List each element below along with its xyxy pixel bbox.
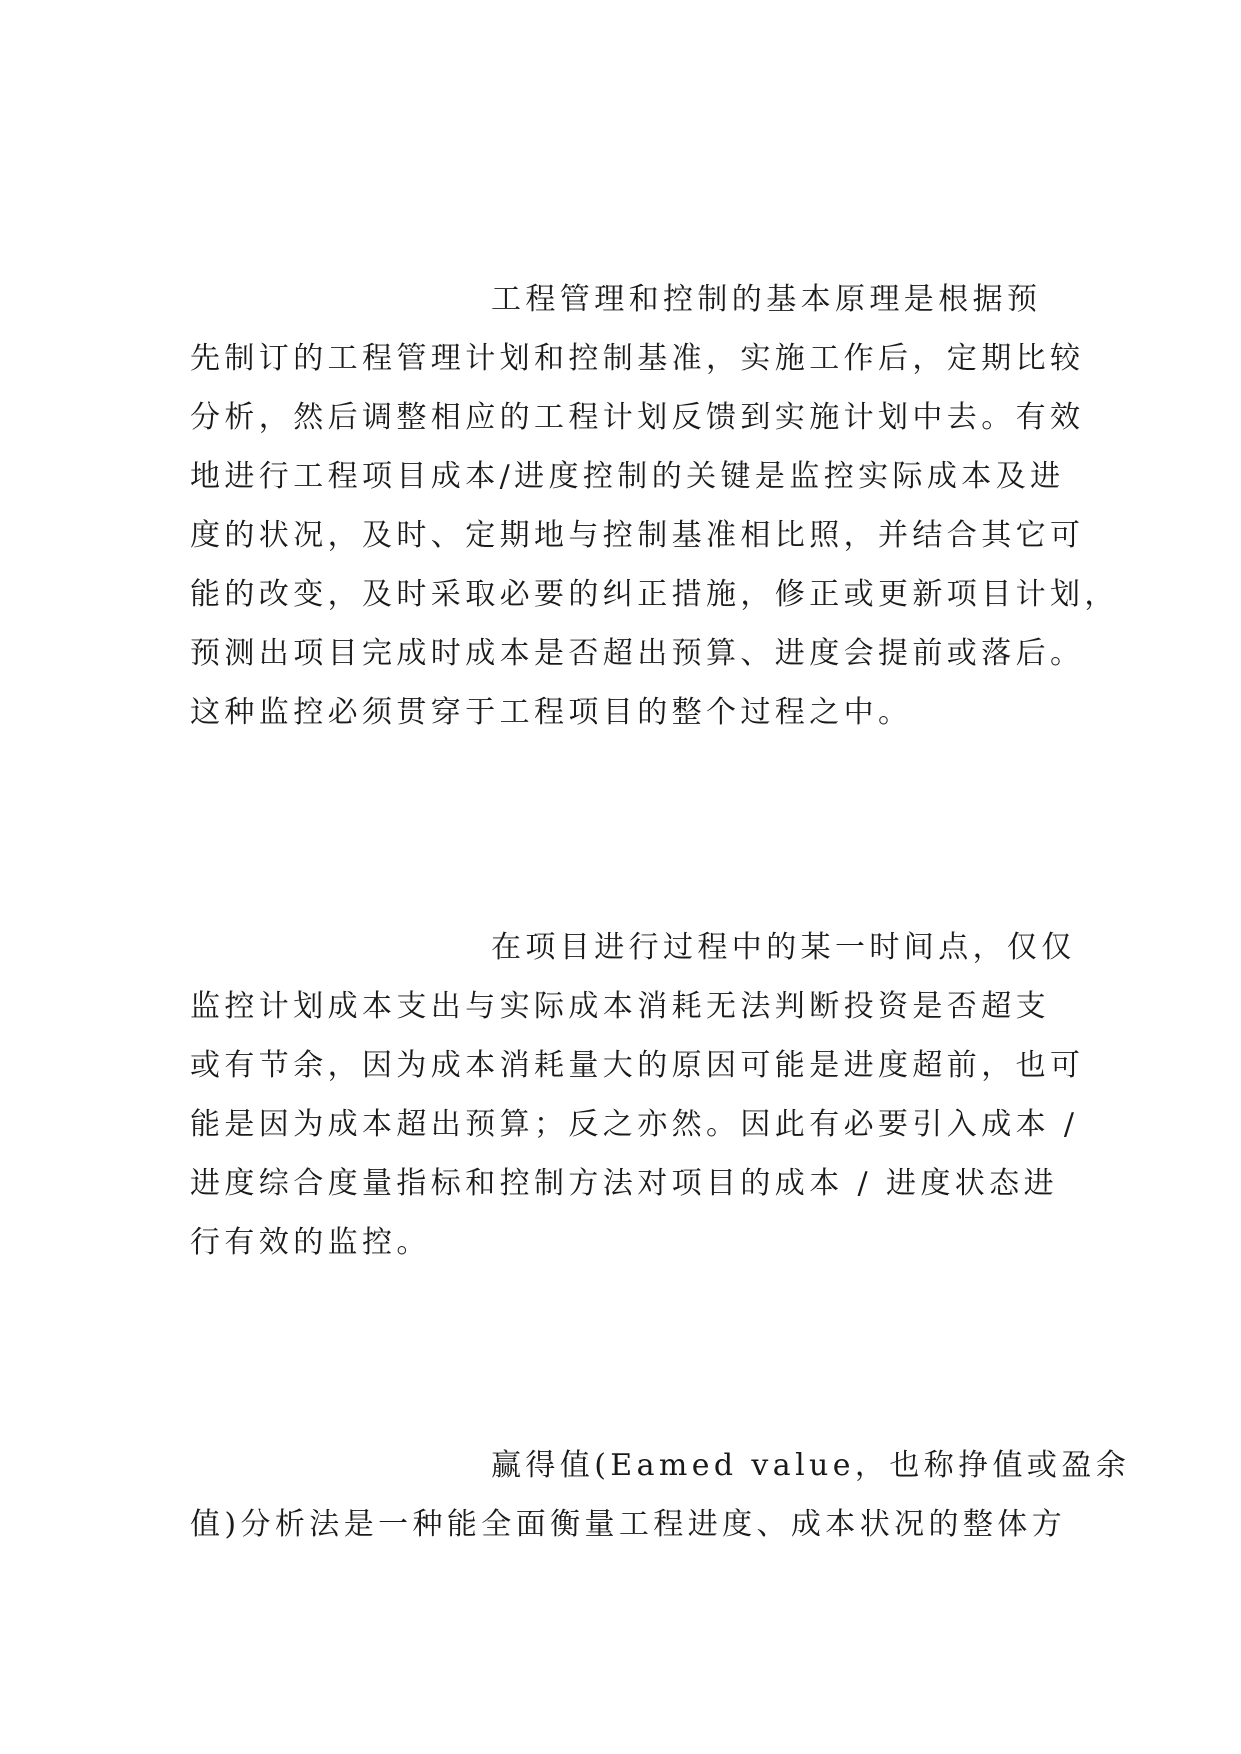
paragraph-control-principle xyxy=(190,270,1119,742)
paragraph-line: 行有效的监控。 xyxy=(190,1225,431,1260)
paragraph-line: 能的改变，及时采取必要的纠正措施，修正或更新项目计划， xyxy=(190,577,1119,612)
paragraph-line: 监控计划成本支出与实际成本消耗无法判断投资是否超支 xyxy=(190,989,1050,1024)
paragraph-line: 这种监控必须贯穿于工程项目的整个过程之中。 xyxy=(190,695,913,730)
paragraph-line: 工程管理和控制的基本原理是根据预 xyxy=(491,282,1042,317)
paragraph-line: 度的状况，及时、定期地与控制基准相比照，并结合其它可 xyxy=(190,518,1085,553)
paragraph-earned-value xyxy=(190,1436,1131,1554)
paragraph-line: 预测出项目完成时成本是否超出预算、进度会提前或落后。 xyxy=(190,636,1085,671)
paragraph-line: 分析，然后调整相应的工程计划反馈到实施计划中去。有效 xyxy=(190,400,1085,435)
paragraph-line: 能是因为成本超出预算；反之亦然。因此有必要引入成本 / xyxy=(190,1107,1079,1142)
paragraph-line: 或有节余，因为成本消耗量大的原因可能是进度超前，也可 xyxy=(190,1048,1085,1083)
paragraph-line: 值)分析法是一种能全面衡量工程进度、成本状况的整体方 xyxy=(190,1507,1067,1542)
paragraph-line: 进度综合度量指标和控制方法对项目的成本 / 进度状态进 xyxy=(190,1166,1058,1201)
paragraph-line: 先制订的工程管理计划和控制基准，实施工作后，定期比较 xyxy=(190,341,1085,376)
paragraph-monitoring xyxy=(190,918,1085,1272)
paragraph-line: 在项目进行过程中的某一时间点，仅仅 xyxy=(491,930,1076,965)
paragraph-line: 赢得值(Eamed value，也称挣值或盈余 xyxy=(491,1448,1131,1483)
paragraph-line: 地进行工程项目成本/进度控制的关键是监控实际成本及进 xyxy=(190,459,1065,494)
